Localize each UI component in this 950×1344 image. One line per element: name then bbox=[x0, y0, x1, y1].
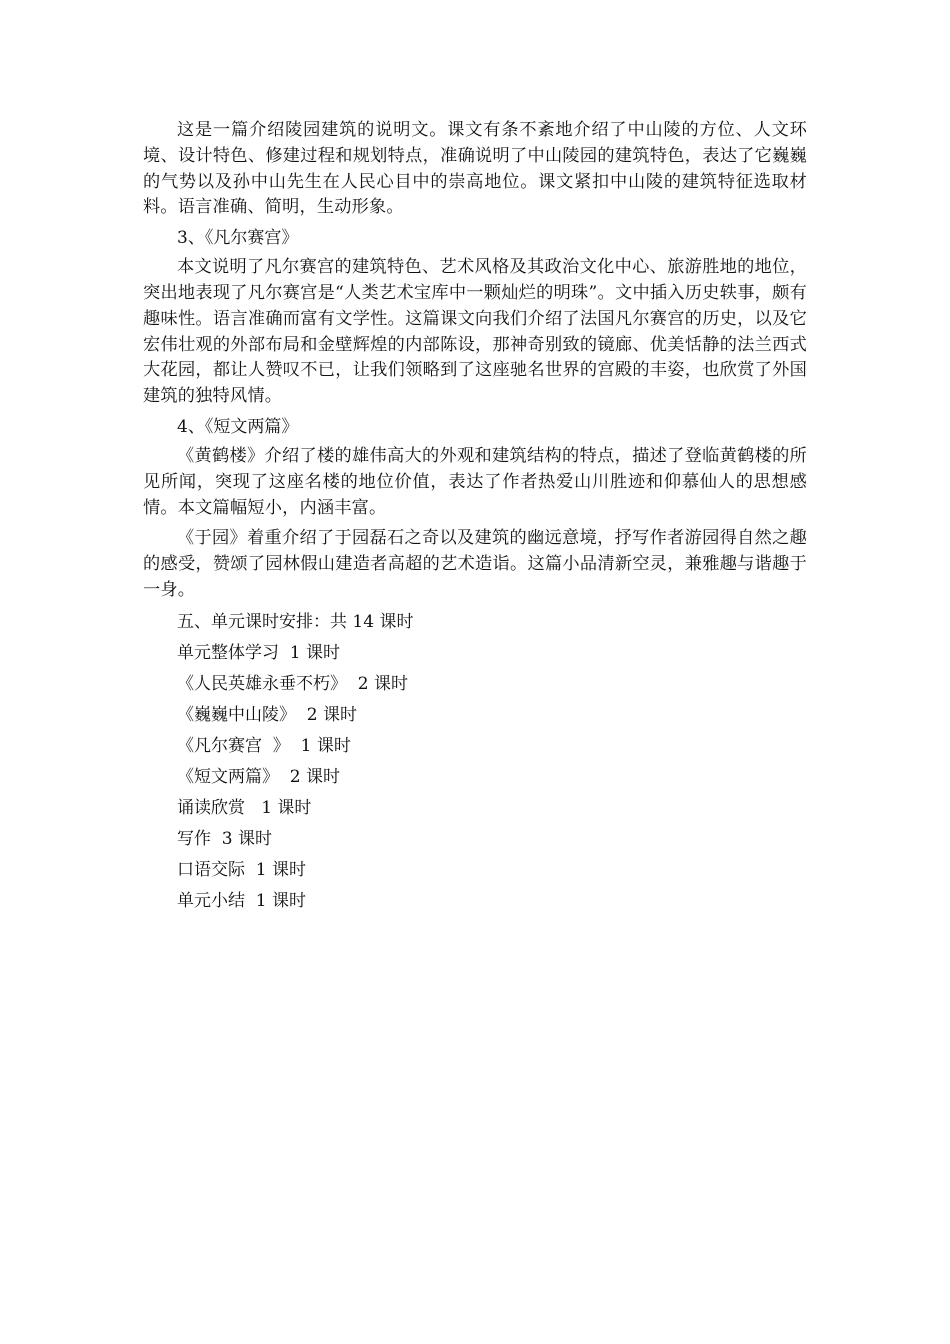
schedule-item: 单元整体学习 1 课时 bbox=[177, 642, 341, 663]
schedule-item: 《人民英雄永垂不朽》 2 课时 bbox=[177, 673, 409, 694]
schedule-item: 口语交际 1 课时 bbox=[177, 859, 307, 880]
document-page bbox=[143, 118, 807, 917]
schedule-item: 《凡尔赛宫 》 1 课时 bbox=[177, 735, 351, 756]
schedule-item: 单元小结 1 课时 bbox=[177, 890, 307, 911]
section-3-heading: 3、《凡尔赛宫》 bbox=[177, 228, 299, 249]
schedule-item: 《短文两篇》 2 课时 bbox=[177, 766, 341, 787]
section-4-body-1: 《黄鹤楼》介绍了楼的雄伟高大的外观和建筑结构的特点，描述了登临黄鹤楼的所见所闻，突现了这座名楼的地位价值，表达了作者热爱山川胜迹和仰慕仙人的思想感情。本文篇幅短小，内涵丰富。 bbox=[143, 445, 807, 518]
schedule-item: 诵读欣赏 1 课时 bbox=[177, 797, 312, 818]
intro-paragraph: 这是一篇介绍陵园建筑的说明文。课文有条不紊地介绍了中山陵的方位、人文环境、设计特色、修建过程和规划特点，准确说明了中山陵园的建筑特色，表达了它巍巍的气势以及孙中山先生在人民心目中的崇高地位。课文紧扣中山陵的建筑特征选取材料。语言准确、简明，生动形象。 bbox=[143, 120, 807, 218]
section-4-heading: 4、《短文两篇》 bbox=[177, 416, 299, 437]
schedule-item: 《巍巍中山陵》 2 课时 bbox=[177, 704, 358, 725]
schedule-list bbox=[143, 607, 807, 917]
schedule-title: 五、单元课时安排：共 14 课时 bbox=[177, 611, 414, 632]
schedule-item: 写作 3 课时 bbox=[177, 828, 273, 849]
section-4-body-2: 《于园》着重介绍了于园磊石之奇以及建筑的幽远意境，抒写作者游园得自然之趣的感受，赞颂了园林假山建造者高超的艺术造诣。这篇小品清新空灵，兼雅趣与谐趣于一身。 bbox=[143, 528, 807, 600]
section-3-body: 本文说明了凡尔赛宫的建筑特色、艺术风格及其政治文化中心、旅游胜地的地位，突出地表现了凡尔赛宫是“人类艺术宝库中一颗灿烂的明珠”。文中插入历史轶事，颇有趣味性。语言准确而富有文学性。这篇课文向我们介绍了法国凡尔赛宫的历史，以及它宏伟壮观的外部布局和金壁辉煌的内部陈设，那神奇别致的镜廊、优美恬静的法兰西式大花园，都让人赞叹不已，让我们领略到了这座驰名世界的宫殿的丰姿，也欣赏了外国建筑的独特风情。 bbox=[143, 257, 807, 407]
